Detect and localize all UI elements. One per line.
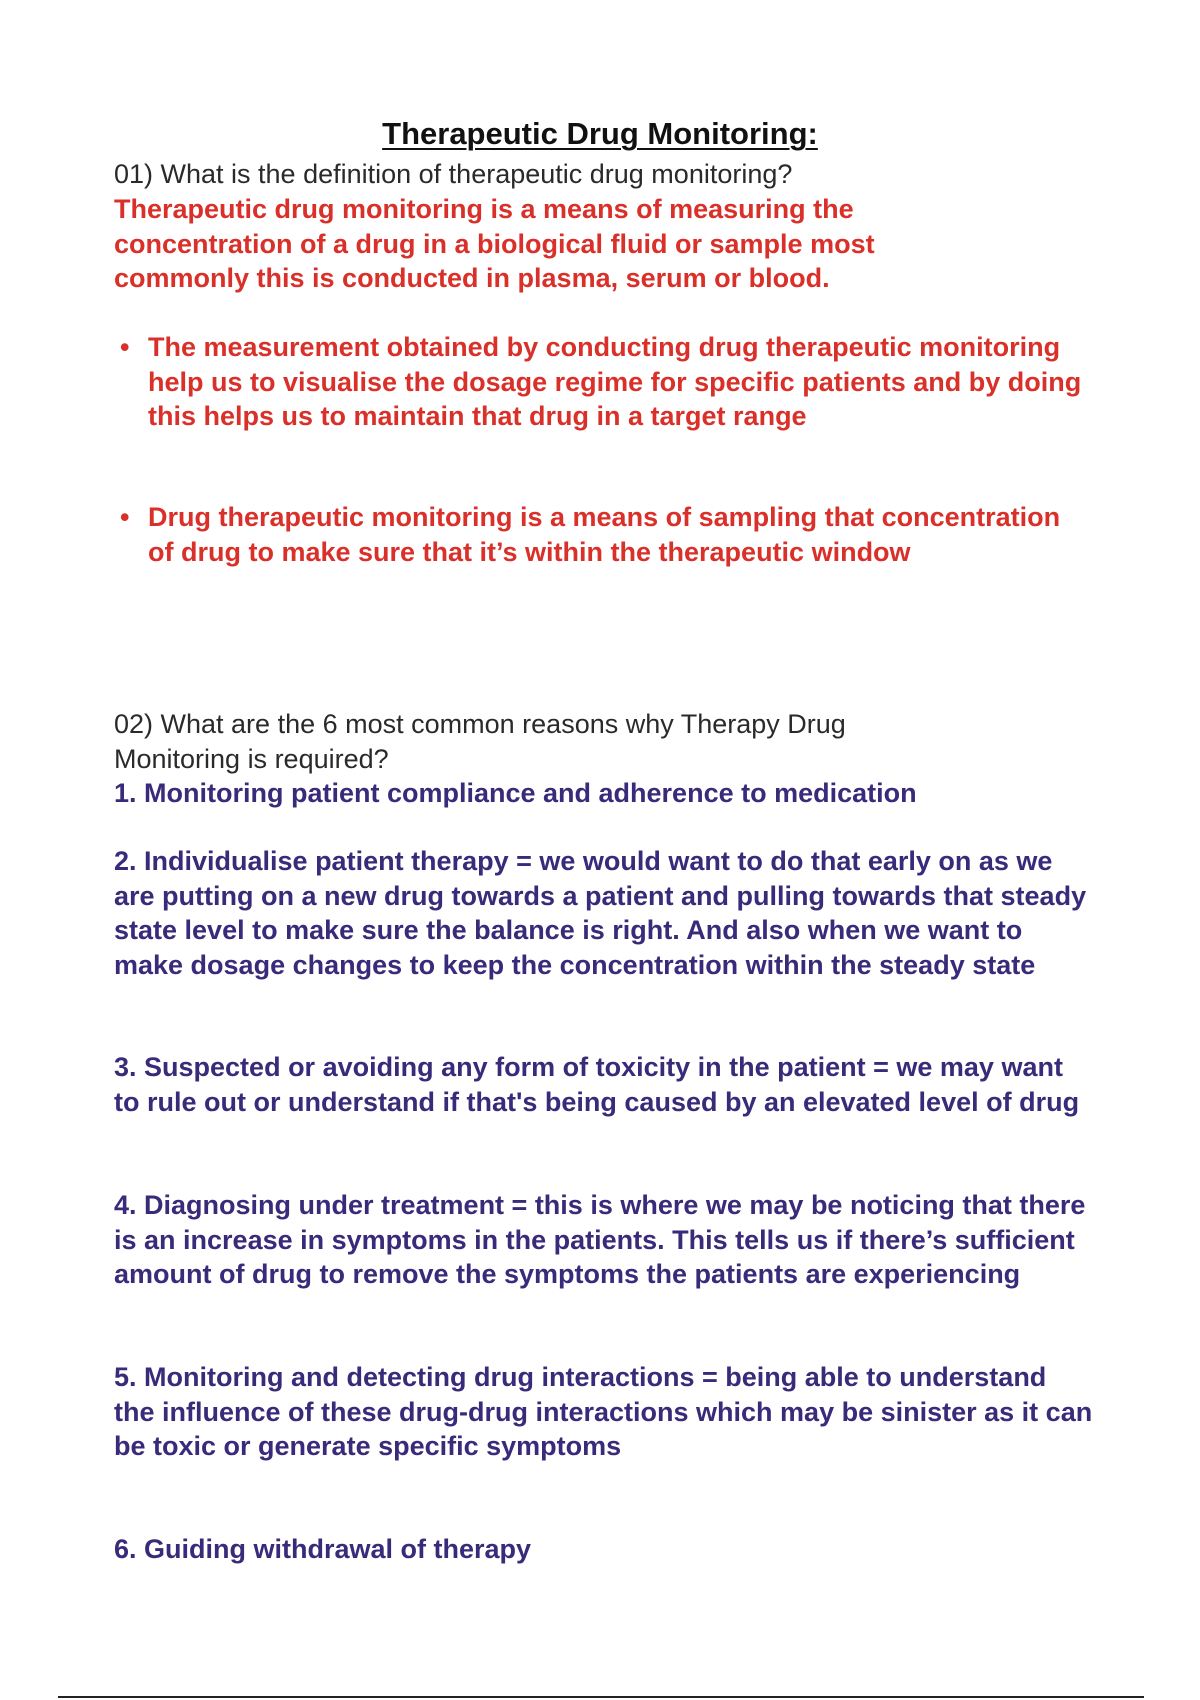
reason-item-1: 1. Monitoring patient compliance and adherence to medication — [114, 778, 917, 808]
bullet-text: Drug therapeutic monitoring is a means of sampling that concentration of drug to make sure that it’s within the therapeutic window — [148, 502, 1061, 567]
bullet-dot-icon: • — [120, 332, 130, 362]
question-1: 01) What is the definition of therapeutic drug monitoring? — [114, 159, 793, 189]
reason-item-4: 4. Diagnosing under treatment = this is where we may be noticing that there is an increase in symptoms in the patients. This tells us if there’s sufficient amount of drug to remove the symptoms the patients are experiencing — [114, 1190, 1086, 1289]
bottom-divider — [58, 1696, 1144, 1698]
page-title: Therapeutic Drug Monitoring: — [382, 116, 818, 151]
bullet-dot-icon: • — [120, 502, 130, 532]
question-2: 02) What are the 6 most common reasons why Therapy Drug Monitoring is required? — [114, 709, 846, 774]
answer-1-bullet-1 — [118, 330, 1088, 434]
bullet-text: The measurement obtained by conducting drug therapeutic monitoring help us to visualise the dosage regime for specific patients and by doing this helps us to maintain that drug in a target range — [148, 332, 1082, 431]
reason-item-3: 3. Suspected or avoiding any form of toxicity in the patient = we may want to rule out or understand if that's being caused by an elevated level of drug — [114, 1052, 1080, 1117]
answer-1-bullet-2 — [118, 500, 1088, 569]
reason-item-6: 6. Guiding withdrawal of therapy — [114, 1534, 532, 1564]
reason-item-2: 2. Individualise patient therapy = we would want to do that early on as we are putting on a new drug towards a patient and pulling towards that steady state level to make sure the balance is right. And also when we want to make dosage changes to keep the concentration within the steady state — [114, 846, 1087, 980]
answer-1-definition: Therapeutic drug monitoring is a means of measuring the concentration of a drug in a biological fluid or sample most commonly this is conducted in plasma, serum or blood. — [114, 194, 875, 293]
reason-item-5: 5. Monitoring and detecting drug interactions = being able to understand the influence of these drug-drug interactions which may be sinister as it can be toxic or generate specific symptoms — [114, 1362, 1093, 1461]
